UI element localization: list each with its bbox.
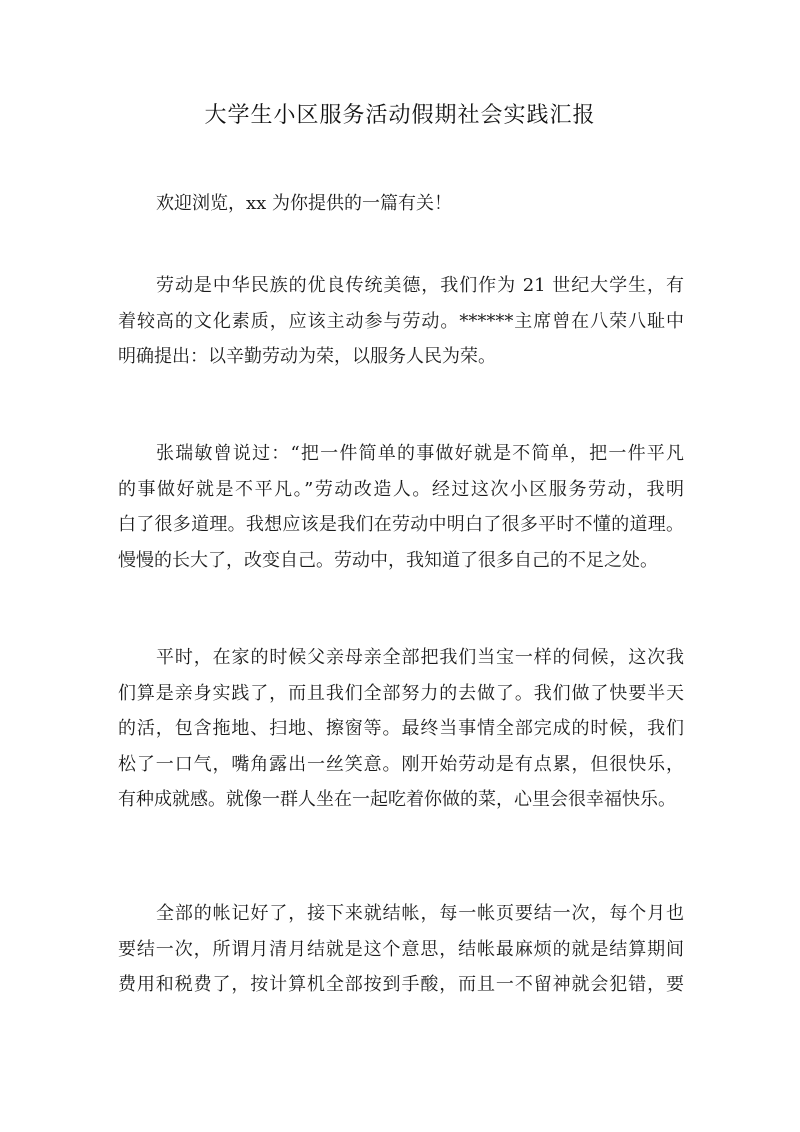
document-title: 大学生小区服务活动假期社会实践汇报 xyxy=(204,103,596,128)
paragraph-line: 白了很多道理。我想应该是我们在劳动中明白了很多平时不懂的道理。 xyxy=(118,514,684,535)
paragraph-line: 欢迎浏览，xx 为你提供的一篇有关！ xyxy=(156,193,453,214)
paragraph-line: 平时，在家的时候父亲母亲全部把我们当宝一样的伺候，这次我 xyxy=(156,647,684,668)
paragraph-line: 张瑞敏曾说过：“把一件简单的事做好就是不简单，把一件平凡 xyxy=(156,443,684,464)
paragraph-line: 全部的帐记好了，接下来就结帐，每一帐页要结一次，每个月也 xyxy=(156,903,684,924)
paragraph-line: 有种成就感。就像一群人坐在一起吃着你做的菜，心里会很幸福快乐。 xyxy=(118,789,676,810)
paragraph-line: 费用和税费了，按计算机全部按到手酸，而且一不留神就会犯错，要 xyxy=(118,974,684,995)
paragraph-at-home xyxy=(118,640,684,818)
paragraph-line: 着较高的文化素质，应该主动参与劳动。******主席曾在八荣八耻中 xyxy=(118,310,684,332)
paragraph-zhang-ruimin xyxy=(118,436,684,578)
paragraph-line: 们算是亲身实践了，而且我们全部努力的去做了。我们做了快要半天 xyxy=(118,682,684,704)
paragraph-line: 松了一口气，嘴角露出一丝笑意。刚开始劳动是有点累，但很快乐， xyxy=(118,753,684,775)
paragraph-line: 慢慢的长大了，改变自己。劳动中，我知道了很多自己的不足之处。 xyxy=(118,549,658,571)
paragraph-greeting xyxy=(118,186,684,222)
paragraph-line: 明确提出：以辛勤劳动为荣，以服务人民为荣。 xyxy=(118,346,496,367)
paragraph-labor-virtue xyxy=(118,268,684,375)
paragraph-accounts xyxy=(118,896,684,1003)
paragraph-line: 的事做好就是不平凡。”劳动改造人。经过这次小区服务劳动，我明 xyxy=(118,478,684,500)
paragraph-line: 的活，包含拖地、扫地、擦窗等。最终当事情全部完成的时候，我们 xyxy=(118,718,684,739)
paragraph-line: 劳动是中华民族的优良传统美德，我们作为 21 世纪大学生，有 xyxy=(156,275,684,296)
paragraph-line: 要结一次，所谓月清月结就是这个意思，结帐最麻烦的就是结算期间 xyxy=(118,938,684,960)
